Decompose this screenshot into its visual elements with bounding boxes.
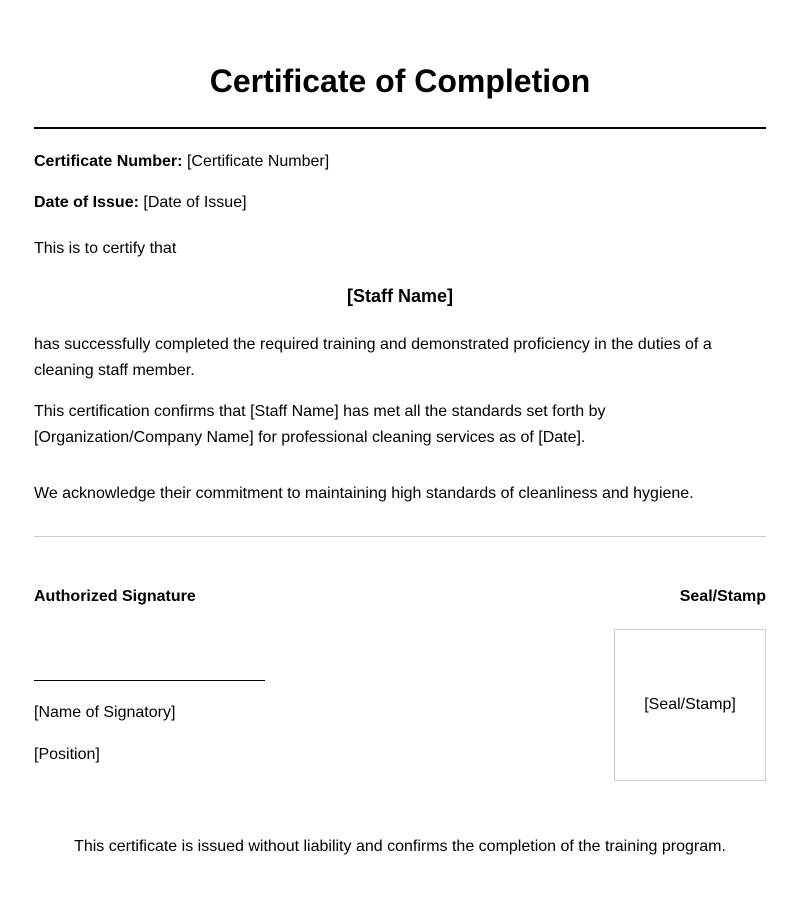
section-divider xyxy=(34,536,766,537)
date-of-issue-value: [Date of Issue] xyxy=(143,194,247,211)
signatory-name: [Name of Signatory] xyxy=(34,704,176,721)
certificate-number-label: Certificate Number: xyxy=(34,153,183,170)
seal-stamp-box xyxy=(614,629,766,781)
certificate-number-row xyxy=(34,152,766,172)
seal-stamp-heading: Seal/Stamp xyxy=(679,588,766,605)
confirmation-paragraph: This certification confirms that [Staff Name] has met all the standards set forth by [Organization/Company Name] for professional cleaning services as of [Date]. xyxy=(34,403,606,446)
seal-stamp-placeholder: [Seal/Stamp] xyxy=(644,696,736,713)
signature-line xyxy=(34,680,265,681)
certificate-title: Certificate of Completion xyxy=(209,63,591,99)
certify-intro: This is to certify that xyxy=(34,240,177,257)
completion-paragraph: has successfully completed the required training and demonstrated proficiency in the duties of a cleaning staff member. xyxy=(34,336,712,379)
date-of-issue-label: Date of Issue: xyxy=(34,194,139,211)
signatory-position: [Position] xyxy=(34,746,100,763)
footer-disclaimer: This certificate is issued without liability and confirms the completion of the training program. xyxy=(74,838,726,855)
authorized-signature-heading: Authorized Signature xyxy=(34,588,196,605)
certificate-page xyxy=(34,0,766,910)
date-of-issue-row xyxy=(34,193,766,213)
staff-name: [Staff Name] xyxy=(346,286,453,306)
certificate-number-value: [Certificate Number] xyxy=(186,153,330,170)
acknowledgement-paragraph: We acknowledge their commitment to maintaining high standards of cleanliness and hygiene. xyxy=(34,485,694,502)
title-divider xyxy=(34,127,766,129)
